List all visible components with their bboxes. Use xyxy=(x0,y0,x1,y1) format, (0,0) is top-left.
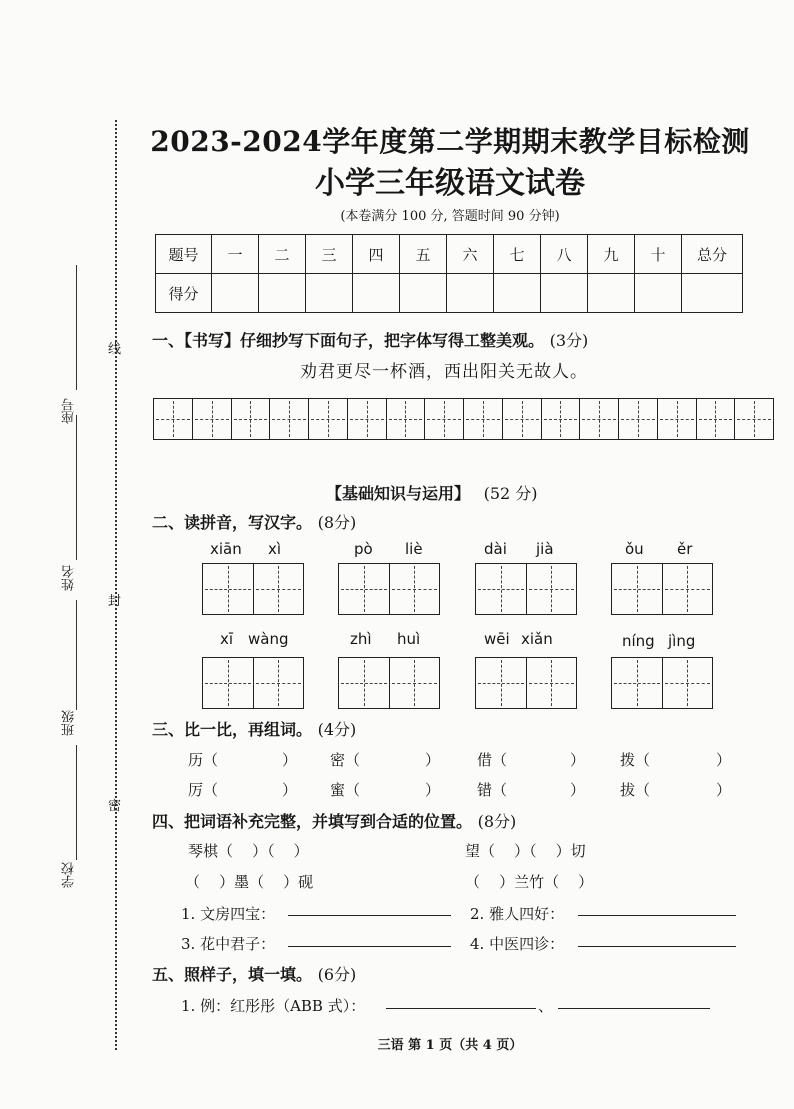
exam-subtitle: (本卷满分 100 分, 答题时间 90 分钟) xyxy=(340,209,560,224)
copy-grid-cell[interactable] xyxy=(154,399,193,439)
fill-question: 2. 雅人四好： xyxy=(470,905,565,923)
tianzige-box[interactable] xyxy=(202,657,304,709)
section1-poem: 劝君更尽一杯酒，西出阳关无故人。 xyxy=(300,362,588,382)
tianzige-box[interactable] xyxy=(611,563,713,615)
section1-heading xyxy=(152,328,588,351)
pinyin-label: jià xyxy=(536,540,554,558)
class-field[interactable] xyxy=(76,600,77,710)
score-cell[interactable] xyxy=(400,274,447,313)
copy-grid-cell[interactable] xyxy=(309,399,348,439)
copy-grid-cell[interactable] xyxy=(464,399,503,439)
score-header-cell: 一 xyxy=(212,235,259,274)
section4-heading xyxy=(152,809,516,832)
seat-label: 座号 xyxy=(62,398,77,424)
pinyin-label: huì xyxy=(397,630,421,648)
binding-dotted-line xyxy=(115,120,117,1050)
copy-grid-cell[interactable] xyxy=(697,399,736,439)
tianzige-cell[interactable] xyxy=(663,564,713,614)
compare-close: ） xyxy=(282,751,298,769)
answer-line[interactable] xyxy=(578,946,736,947)
fill-question: 4. 中医四诊： xyxy=(470,935,565,953)
answer-line[interactable] xyxy=(578,915,736,916)
compare-word: 密（ xyxy=(330,751,361,769)
answer-line[interactable] xyxy=(386,1008,536,1009)
tianzige-cell[interactable] xyxy=(203,658,254,708)
copy-grid-cell[interactable] xyxy=(658,399,697,439)
tianzige-box[interactable] xyxy=(475,563,577,615)
pinyin-label: xī xyxy=(220,630,234,648)
tianzige-cell[interactable] xyxy=(254,564,304,614)
binding-mi: 密 xyxy=(108,799,122,814)
section2-heading xyxy=(152,510,356,533)
score-cell[interactable] xyxy=(259,274,306,313)
score-cell[interactable] xyxy=(635,274,682,313)
tianzige-cell[interactable] xyxy=(476,658,527,708)
compare-word: 错（ xyxy=(477,781,508,799)
part-title xyxy=(326,481,538,504)
copy-grid-cell[interactable] xyxy=(542,399,581,439)
section5-points: (6分) xyxy=(317,965,357,984)
copy-grid-cell[interactable] xyxy=(425,399,464,439)
part-title-points: (52 分) xyxy=(483,484,538,503)
binding-xian: 线 xyxy=(108,342,122,357)
score-header-cell: 七 xyxy=(494,235,541,274)
pinyin-label: xiān xyxy=(210,540,242,558)
school-label: 学校 xyxy=(62,862,77,888)
compare-close: ） xyxy=(716,751,732,769)
tianzige-box[interactable] xyxy=(338,563,440,615)
score-cell[interactable] xyxy=(447,274,494,313)
tianzige-cell[interactable] xyxy=(527,658,577,708)
exam-subject-title: 小学三年级语文试卷 xyxy=(315,166,585,201)
copy-grid-cell[interactable] xyxy=(619,399,658,439)
section4-points: (8分) xyxy=(477,812,517,831)
tianzige-cell[interactable] xyxy=(612,658,663,708)
score-header-cell: 三 xyxy=(306,235,353,274)
tianzige-cell[interactable] xyxy=(203,564,254,614)
copy-grid-cell[interactable] xyxy=(193,399,232,439)
score-header-cell: 六 xyxy=(447,235,494,274)
tianzige-cell[interactable] xyxy=(476,564,527,614)
copy-grid-cell[interactable] xyxy=(387,399,426,439)
exam-title: 2023-2024学年度第二学期期末教学目标检测 xyxy=(150,125,750,158)
score-header-cell: 九 xyxy=(588,235,635,274)
section4-heading-text: 四、把词语补充完整，并填写到合适的位置。 xyxy=(152,812,473,831)
score-header-cell: 四 xyxy=(353,235,400,274)
score-header-cell: 八 xyxy=(541,235,588,274)
copy-grid-cell[interactable] xyxy=(735,399,773,439)
pinyin-label: dài xyxy=(484,540,507,558)
compare-close: ） xyxy=(425,781,441,799)
section5-heading-text: 五、照样子，填一填。 xyxy=(152,965,313,984)
answer-line[interactable] xyxy=(558,1008,710,1009)
pinyin-label: xiǎn xyxy=(521,630,553,648)
pinyin-label: jìng xyxy=(668,632,696,650)
tianzige-cell[interactable] xyxy=(339,658,390,708)
compare-word: 蜜（ xyxy=(330,781,361,799)
answer-line[interactable] xyxy=(288,946,451,947)
part-title-label: 【基础知识与运用】 xyxy=(326,484,471,503)
score-table xyxy=(155,234,743,313)
section3-points: (4分) xyxy=(317,720,357,739)
tianzige-box[interactable] xyxy=(202,563,304,615)
fill-question: 3. 花中君子： xyxy=(181,935,276,953)
compare-close: ） xyxy=(716,781,732,799)
copy-grid-cell[interactable] xyxy=(232,399,271,439)
tianzige-cell[interactable] xyxy=(390,564,440,614)
name-field[interactable] xyxy=(76,415,77,560)
tianzige-cell[interactable] xyxy=(663,658,713,708)
score-cell[interactable] xyxy=(494,274,541,313)
tianzige-cell[interactable] xyxy=(527,564,577,614)
copy-grid-cell[interactable] xyxy=(348,399,387,439)
score-cell[interactable] xyxy=(306,274,353,313)
section1-heading-text: 一、【书写】仔细抄写下面句子，把字体写得工整美观。 xyxy=(152,331,545,350)
answer-line[interactable] xyxy=(288,915,451,916)
pinyin-label: ǒu xyxy=(625,540,644,558)
separator: 、 xyxy=(538,997,554,1015)
idiom-blank[interactable]: 琴棋（ ）（ ） xyxy=(188,842,309,860)
pinyin-label: zhì xyxy=(350,630,372,648)
pinyin-label: wàng xyxy=(248,630,289,648)
compare-close: ） xyxy=(282,781,298,799)
tianzige-cell[interactable] xyxy=(390,658,440,708)
compare-close: ） xyxy=(570,781,586,799)
section2-points: (8分) xyxy=(317,513,357,532)
section3-heading xyxy=(152,717,356,740)
pinyin-label: níng xyxy=(622,632,655,650)
score-header-cell: 总分 xyxy=(682,235,743,274)
pinyin-label: xì xyxy=(268,540,282,558)
compare-word: 历（ xyxy=(188,751,219,769)
score-row-label: 得分 xyxy=(156,274,212,313)
tianzige-box[interactable] xyxy=(338,657,440,709)
score-cell[interactable] xyxy=(588,274,635,313)
section2-heading-text: 二、读拼音，写汉字。 xyxy=(152,513,313,532)
compare-close: ） xyxy=(425,751,441,769)
copy-grid-cell[interactable] xyxy=(503,399,542,439)
idiom-blank[interactable]: 望（ ）（ ）切 xyxy=(465,842,586,860)
score-header-cell: 题号 xyxy=(156,235,212,274)
compare-word: 借（ xyxy=(477,751,508,769)
pinyin-label: pò xyxy=(354,540,373,558)
fill-question: 1. 例：红彤彤（ABB 式）： xyxy=(181,997,366,1015)
pinyin-label: wēi xyxy=(484,630,510,648)
tianzige-cell[interactable] xyxy=(339,564,390,614)
section1-points: (3分) xyxy=(549,331,589,350)
score-cell[interactable] xyxy=(353,274,400,313)
section3-heading-text: 三、比一比，再组词。 xyxy=(152,720,313,739)
score-cell[interactable] xyxy=(682,274,743,313)
score-table-header-row xyxy=(156,235,743,274)
compare-word: 拨（ xyxy=(620,751,651,769)
school-field[interactable] xyxy=(76,745,77,860)
tianzige-cell[interactable] xyxy=(254,658,304,708)
score-cell[interactable] xyxy=(541,274,588,313)
score-header-cell: 五 xyxy=(400,235,447,274)
compare-close: ） xyxy=(570,751,586,769)
copy-grid-cell[interactable] xyxy=(270,399,309,439)
idiom-blank[interactable]: （ ）墨（ ）砚 xyxy=(185,873,314,891)
page-footer: 三语 第 1 页（共 4 页） xyxy=(377,1038,523,1053)
tianzige-box[interactable] xyxy=(475,657,577,709)
name-label: 姓名 xyxy=(62,565,77,591)
section5-heading xyxy=(152,962,356,985)
pinyin-label: liè xyxy=(405,540,423,558)
tianzige-box[interactable] xyxy=(611,657,713,709)
score-table-score-row xyxy=(156,274,743,313)
score-header-cell: 二 xyxy=(259,235,306,274)
score-header-cell: 十 xyxy=(635,235,682,274)
class-label: 班级 xyxy=(62,710,77,736)
copy-grid-cell[interactable] xyxy=(580,399,619,439)
seat-field[interactable] xyxy=(76,265,77,390)
tianzige-cell[interactable] xyxy=(612,564,663,614)
pinyin-label: ěr xyxy=(677,540,693,558)
idiom-blank[interactable]: （ ）兰竹（ ） xyxy=(465,873,594,891)
binding-feng: 封 xyxy=(108,594,122,609)
copy-grid[interactable] xyxy=(153,398,774,440)
fill-question: 1. 文房四宝： xyxy=(181,905,276,923)
compare-word: 厉（ xyxy=(188,781,219,799)
score-cell[interactable] xyxy=(212,274,259,313)
compare-word: 拔（ xyxy=(620,781,651,799)
